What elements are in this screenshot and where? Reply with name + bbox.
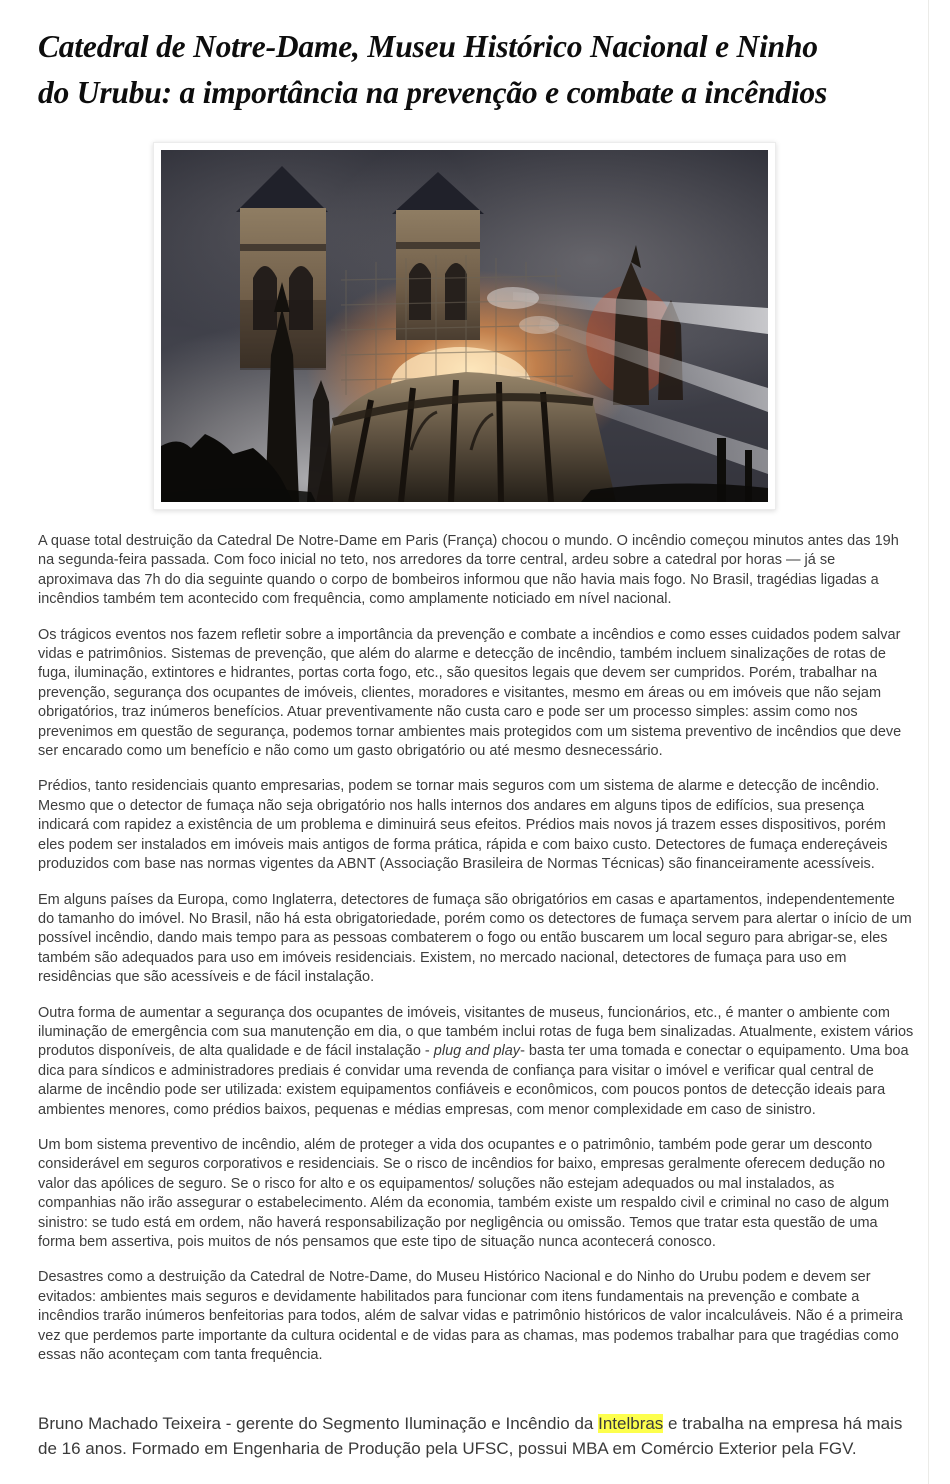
page-title	[38, 24, 918, 116]
paragraph-1: A quase total destruição da Catedral De Notre-Dame em Paris (França) chocou o mundo. O incêndio começou minutos antes das 19h na segunda-feira passada. Com foco inicial no teto, nos arredores da torre central, ardeu sobre a catedral por horas — já se aproximava das 7h do dia seguinte quando o corpo de bombeiros informou que não havia mais fogo. No Brasil, tragédias ligadas a incêndios também tem acontecido com frequência, como amplamente noticiado em nível nacional.	[38, 533, 899, 608]
paragraph-6: Um bom sistema preventivo de incêndio, além de proteger a vida dos ocupantes e o patrimônio, também pode gerar um desconto considerável em seguros corporativos e residenciais. Se o risco de incêndios for baixo, empresas geralmente oferecem dedução no valor das apólices de seguro. Se o risco for alto e os equipamentos/ soluções não estejam adequados ou mal instalados, as companhias não irão assegurar o estabelecimento. Além da economia, também existe um respaldo civil e criminal no caso de algum sinistro: se tudo está em ordem, não haverá responsabilização por negligência ou omissão. Temos que tratar esta questão de uma forma bem assertiva, pois muitos de nós pensamos que este tipo de situação nunca acontecerá conosco.	[38, 1136, 890, 1250]
byline-before: Bruno Machado Teixeira - gerente do Segmento Iluminação e Incêndio da	[38, 1414, 599, 1434]
article-body	[38, 532, 914, 1365]
notre-dame-fire-photo	[161, 150, 768, 502]
article-photo-frame	[153, 142, 776, 510]
paragraph-5-after: - basta ter uma tomada e conectar o equipamento. Uma boa dica para síndicos e administradores prediais é convidar uma revenda de confiança para visitar o imóvel e verificar qual central de alarme de incêndio pode ser utilizada: existem equipamentos confiáveis e econômicos, com poucos pontos de detecção ideais para ambientes menores, como prédios baixos, pequenas e médias empresas, com menor complexidade em caso de sinistro.	[38, 1043, 909, 1118]
paragraph-3: Prédios, tanto residenciais quanto empresarias, podem se tornar mais seguros com um sistema de alarme e detecção de incêndio. Mesmo que o detector de fumaça não seja obrigatório nos halls internos dos andares em alguns tipos de edifícios, sua presença indicará com rapidez a existência de um problema e diminuirá seus efeitos. Prédios mais novos já trazem esses dispositivos, porém eles podem ser instalados em imóveis mais antigos de forma prática, rápida e com baixo custo. Detectores de fumaça endereçáveis produzidos com base nas normas vigentes da ABNT (Associação Brasileira de Normas Técnicas) são financeiramente acessíveis.	[38, 778, 888, 873]
author-byline	[38, 1411, 918, 1461]
page-title-line1: Catedral de Notre-Dame, Museu Histórico Nacional e Ninho	[38, 29, 818, 64]
plug-and-play-italic: plug and play	[433, 1043, 521, 1060]
paragraph-7: Desastres como a destruição da Catedral de Notre-Dame, do Museu Histórico Nacional e do Ninho do Urubu podem e devem ser evitados: ambientes mais seguros e devidamente habilitados para funcionar com itens fundamentais na prevenção e combate a incêndios trarão inúmeros benfeitorias para todos, além de salvar vidas e patrimônio históricos de valor incalculáveis. Não é a primeira vez que perdemos parte importante da cultura ocidental e de vidas para as chamas, mas podemos trabalhar para que tragédias como essas não aconteçam com tanta frequência.	[38, 1269, 903, 1364]
paragraph-2: Os trágicos eventos nos fazem refletir sobre a importância da prevenção e combate a incêndios e como esses cuidados podem salvar vidas e patrimônios. Sistemas de prevenção, que além do alarme e detecção de incêndio, também incluem sinalizações de rotas de fuga, iluminação, extintores e hidrantes, portas corta fogo, etc., são quesitos legais que devem ser cumpridos. Porém, trabalhar na prevenção, segurança dos ocupantes de imóveis, clientes, moradores e visitantes, mesmo em áreas ou em imóveis que não sejam obrigatórios, traz inúmeros benefícios. Atuar preventivamente não custa caro e pode ser um processo simples: assim como nos prevenimos em questão de segurança, podemos tornar ambientes mais protegidos com um sistema preventivo de incêndios que deve ser encarado como um benefício e não como um gasto obrigatório ou até mesmo desnecessário.	[38, 626, 902, 760]
intelbras-highlight: Intelbras	[598, 1414, 664, 1434]
paragraph-5	[38, 1004, 914, 1120]
byline-after: e trabalha na empresa há mais de 16 anos. Formado em Engenharia de Produção pela UFSC, possui MBA em Comércio Exterior pela FGV.	[38, 1414, 903, 1459]
paragraph-5-before: Outra forma de aumentar a segurança dos ocupantes de imóveis, visitantes de museus, funcionários, etc., é manter o ambiente com iluminação de emergência com sua manutenção em dia, o que também inclui rotas de fuga bem sinalizadas. Atualmente, existem vários produtos disponíveis, de alta qualidade e de fácil instalação -	[38, 1004, 914, 1060]
paragraph-4: Em alguns países da Europa, como Inglaterra, detectores de fumaça são obrigatórios em casas e apartamentos, independentemente do tamanho do imóvel. No Brasil, não há esta obrigatoriedade, porém como os detectores de fumaça servem para alertar o início de um possível incêndio, dando mais tempo para as pessoas combaterem o fogo ou então buscarem um local seguro para abrigar-se, eles também são adequados para uso em imóveis residenciais. Existem, no mercado nacional, detectores de fumaça para uso em residências que são acessíveis e de fácil instalação.	[38, 891, 912, 986]
page-title-line2: do Urubu: a importância na prevenção e combate a incêndios	[38, 75, 828, 110]
